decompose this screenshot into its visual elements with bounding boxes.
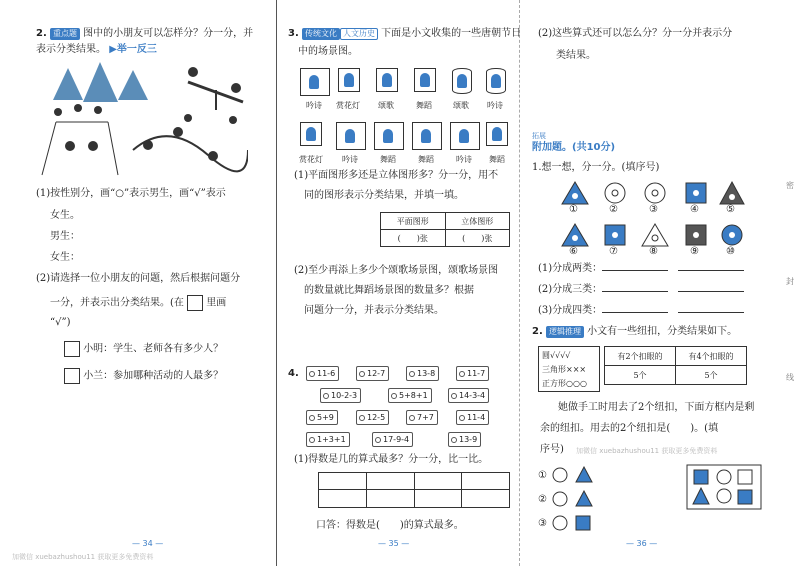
scene-label: 吟诗 [306, 101, 322, 110]
question-text: 女生。 [50, 210, 80, 221]
question-text: 余的纽扣。用去的2个纽扣是( )。(填 [540, 423, 719, 434]
table-cell[interactable]: ( )张 [445, 230, 510, 247]
table-cell: 5个 [605, 366, 676, 385]
question-text: 的数量就比舞蹈场景图的数量多？根据 [304, 285, 474, 296]
legend-row: 圆√√√√ [542, 351, 571, 360]
bonus-title: 附加题。(共10分) [532, 142, 616, 153]
scene-card [450, 122, 480, 150]
question-text: 序号) [540, 444, 564, 455]
table-header: 立体图形 [445, 213, 510, 230]
watermark: 加微信 xuebazhushou11 获取更多免费资料 [576, 447, 718, 455]
middle-column [288, 0, 522, 566]
scene-label: 吟诗 [487, 101, 503, 110]
question-text: 问题分一分，并表示分类结果。 [304, 305, 444, 316]
page-number: — 36 — [626, 539, 658, 548]
shape-number: ② [609, 204, 618, 215]
table-header: 有4个扣眼的 [676, 347, 747, 366]
shape-number: ⑨ [690, 246, 699, 257]
question-text: (2)分成三类： [538, 284, 603, 295]
page-number: — 34 — [132, 539, 164, 548]
question-number: 4. [288, 368, 299, 379]
tag-badge: 逻辑推理 [546, 326, 584, 338]
expression-card[interactable]: 7+7 [406, 410, 438, 425]
tag-badge: 人文历史 [340, 28, 378, 40]
scene-label: 舞蹈 [380, 155, 396, 164]
question-text: 里画 [206, 297, 227, 309]
arrow-icon: ▶ [109, 44, 117, 55]
expression-card[interactable]: 11-4 [456, 410, 489, 425]
answer-line: 口答：得数是( )的算式最多。 [316, 520, 464, 531]
scene-card [336, 122, 366, 150]
scene-label: 赏花灯 [336, 101, 360, 110]
button-legend [538, 346, 600, 392]
expression-card[interactable]: 10-2-3 [320, 388, 361, 403]
tag-badge: 重点题 [50, 28, 80, 40]
question-number: 3. [288, 28, 299, 39]
shape-number: ④ [690, 204, 699, 215]
practice-link[interactable]: 举一反三 [116, 44, 157, 55]
right-column [530, 0, 766, 566]
button-result-table [604, 346, 747, 385]
shape-number: ⑥ [569, 246, 578, 257]
option-shapes [552, 466, 598, 484]
scene-cube [338, 68, 360, 92]
question-text: (2)这些算式还可以怎么分？分一分并表示分 [538, 28, 733, 39]
question-text: (1)得数是几的算式最多？分一分，比一比。 [294, 454, 489, 465]
page-number: — 35 — [378, 539, 410, 548]
expression-card[interactable]: 5+8+1 [388, 388, 432, 403]
bonus-tag: 拓展 [532, 132, 546, 140]
legend-row: 正方形○○○ [542, 379, 587, 388]
column-divider [519, 0, 520, 566]
shape-number: ⑧ [649, 246, 658, 257]
expression-card[interactable]: 13-9 [448, 432, 481, 447]
question-text: 小文有一些纽扣，分类结果如下。 [587, 326, 738, 337]
question-text: 她做手工时用去了2个纽扣，下面方框内是剩 [558, 402, 755, 413]
binding-mark: 封 [786, 277, 794, 286]
option-number[interactable]: ① [538, 470, 547, 481]
children-illustration [38, 60, 248, 178]
scene-cylinder [486, 68, 506, 94]
scene-card [374, 122, 404, 150]
checkbox[interactable] [64, 341, 80, 357]
scene-card [300, 68, 330, 96]
table-cell: 5个 [676, 366, 747, 385]
table-header: 有2个扣眼的 [605, 347, 676, 366]
expression-card[interactable]: 11-7 [456, 366, 489, 381]
expression-card[interactable]: 12-7 [356, 366, 389, 381]
question-text: “√”) [50, 317, 71, 328]
shape-number: ⑦ [609, 246, 618, 257]
scene-label: 吟诗 [456, 155, 472, 164]
expression-card[interactable]: 5+9 [306, 410, 338, 425]
binding-mark: 线 [786, 373, 794, 382]
remaining-buttons-box [686, 464, 762, 510]
expression-card[interactable]: 17-9-4 [372, 432, 413, 447]
classification-table [380, 212, 510, 247]
question-text: (1)平面图形多还是立体图形多？分一分，用不 [294, 170, 499, 181]
tag-badge: 传统文化 [302, 28, 340, 40]
legend-row: 三角形××× [542, 365, 587, 374]
question-text: 类结果。 [556, 50, 596, 61]
checkbox[interactable] [64, 368, 80, 384]
question-text: (2)至少再添上多少个颂歌场景图，颂歌场景图 [294, 265, 499, 276]
question-text: (1)分成两类： [538, 263, 603, 274]
shape-number: ① [569, 204, 578, 215]
option-shapes [552, 490, 598, 508]
question-text: 一分，并表示出分类结果。(在 [50, 297, 184, 309]
expression-card[interactable]: 12-5 [356, 410, 389, 425]
option-shapes [552, 514, 598, 532]
column-divider [276, 0, 277, 566]
checkbox[interactable] [187, 295, 203, 311]
question-text: (2)请选择一位小朋友的问题，然后根据问题分 [36, 273, 241, 284]
shape-number: ⑩ [726, 246, 735, 257]
scene-label: 颂歌 [378, 101, 394, 110]
scene-label: 赏花灯 [299, 155, 323, 164]
scene-label: 舞蹈 [418, 155, 434, 164]
scene-label: 颂歌 [453, 101, 469, 110]
question-text: 表示分类结果。 [36, 44, 106, 55]
table-cell[interactable]: ( )张 [381, 230, 446, 247]
question-number: 2. [532, 326, 543, 337]
question-text: 1.想一想，分一分。(填序号) [532, 162, 660, 173]
scene-cube [414, 68, 436, 92]
question-text: 下面是小文收集的一些唐朝节日 [381, 28, 522, 39]
scene-label: 舞蹈 [489, 155, 505, 164]
shape-number: ③ [649, 204, 658, 215]
scene-cube [486, 122, 508, 146]
watermark: 加微信 xuebazhushou11 获取更多免费资料 [12, 553, 154, 561]
option-text: 小兰：参加哪种活动的人最多？ [83, 370, 224, 382]
question-text: (1)按性别分，画“○”表示男生，画“√”表示 [36, 188, 226, 199]
answer-blank[interactable] [678, 270, 744, 271]
expression-card[interactable]: 1+3+1 [306, 432, 350, 447]
question-number: 2. [36, 28, 47, 39]
scene-cube [376, 68, 398, 92]
question-text: (3)分成四类： [538, 305, 603, 316]
answer-grid[interactable] [318, 472, 510, 508]
table-header: 平面图形 [381, 213, 446, 230]
boys-label: 男生： [50, 231, 80, 242]
left-column [28, 0, 266, 566]
answer-blank[interactable] [602, 270, 668, 271]
option-text: 小明：学生、老师各有多少人？ [83, 343, 224, 355]
scene-label: 舞蹈 [416, 101, 432, 110]
question-text: 中的场景图。 [298, 46, 358, 57]
expression-card[interactable]: 13-8 [406, 366, 439, 381]
answer-blank[interactable] [678, 291, 744, 292]
girls-label: 女生： [50, 252, 80, 263]
expression-card[interactable]: 14-3-4 [448, 388, 489, 403]
answer-blank[interactable] [602, 291, 668, 292]
option-number[interactable]: ② [538, 494, 547, 505]
expression-card[interactable]: 11-6 [306, 366, 339, 381]
option-number[interactable]: ③ [538, 518, 547, 529]
shape-number: ⑤ [726, 204, 735, 215]
answer-blank[interactable] [678, 312, 744, 313]
binding-mark: 密 [786, 181, 794, 190]
answer-blank[interactable] [602, 312, 668, 313]
scene-cylinder [452, 68, 472, 94]
scene-label: 吟诗 [342, 155, 358, 164]
scene-card [412, 122, 442, 150]
question-text: 图中的小朋友可以怎样分？分一分，并 [83, 28, 254, 39]
scene-cube [300, 122, 322, 146]
question-text: 同的图形表示分类结果，并填一填。 [304, 190, 464, 201]
